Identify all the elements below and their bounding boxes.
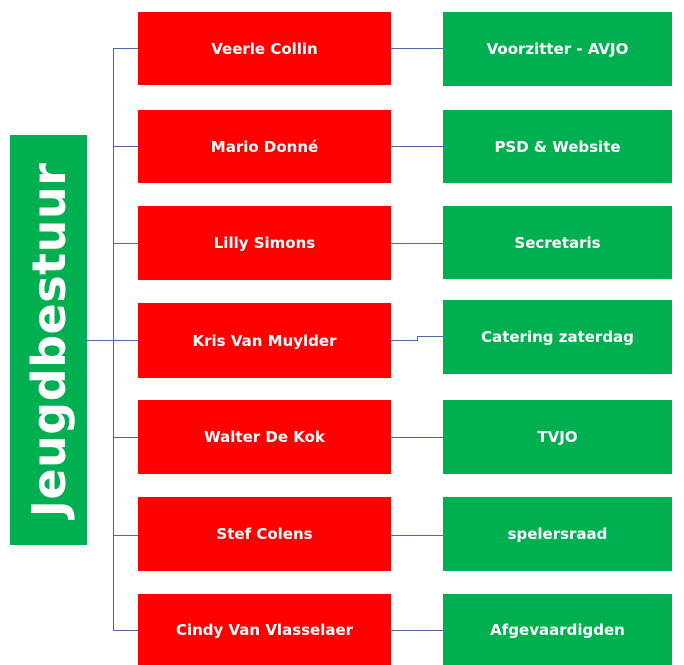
role-connector <box>391 146 443 147</box>
role-label: PSD & Website <box>494 137 621 156</box>
person-name: Lilly Simons <box>213 234 316 252</box>
person-node <box>138 497 391 571</box>
role-label: Afgevaardigden <box>490 620 625 639</box>
role-label: spelersraad <box>507 525 608 543</box>
branch-connector <box>113 437 138 438</box>
role-connector <box>391 340 418 341</box>
branch-connector <box>113 535 138 536</box>
branch-connector <box>113 243 138 244</box>
person-name: Stef Colens <box>216 525 313 543</box>
role-node <box>443 497 672 571</box>
role-connector <box>391 243 443 244</box>
role-label: Catering zaterdag <box>481 328 634 346</box>
person-name: Cindy Van Vlasselaer <box>175 620 354 639</box>
role-connector <box>391 48 443 49</box>
person-node <box>138 110 391 183</box>
root-connector <box>87 340 114 341</box>
root-label: Jeugdbestuur <box>21 162 76 518</box>
role-label: Secretaris <box>514 233 601 252</box>
role-node <box>443 206 672 279</box>
person-name: Mario Donné <box>210 137 319 156</box>
person-name: Veerle Collin <box>211 39 318 58</box>
person-node <box>138 594 391 665</box>
role-node <box>443 594 672 665</box>
role-connector <box>391 437 443 438</box>
role-node <box>443 110 672 183</box>
role-connector <box>391 535 443 536</box>
role-connector <box>391 630 443 631</box>
role-node <box>443 12 672 86</box>
branch-connector <box>113 630 138 631</box>
person-name: Kris Van Muylder <box>192 331 337 350</box>
spine-connector <box>113 48 114 630</box>
branch-connector <box>113 340 138 341</box>
person-node <box>138 206 391 280</box>
role-connector <box>417 336 443 337</box>
person-name: Walter De Kok <box>204 428 325 446</box>
role-label: Voorzitter - AVJO <box>486 40 629 58</box>
branch-connector <box>113 146 138 147</box>
person-node <box>138 303 391 378</box>
root-node <box>10 135 87 545</box>
role-node <box>443 300 672 374</box>
branch-connector <box>113 48 138 49</box>
role-node <box>443 400 672 474</box>
person-node <box>138 12 391 85</box>
role-label: TVJO <box>537 428 578 446</box>
person-node <box>138 400 391 474</box>
